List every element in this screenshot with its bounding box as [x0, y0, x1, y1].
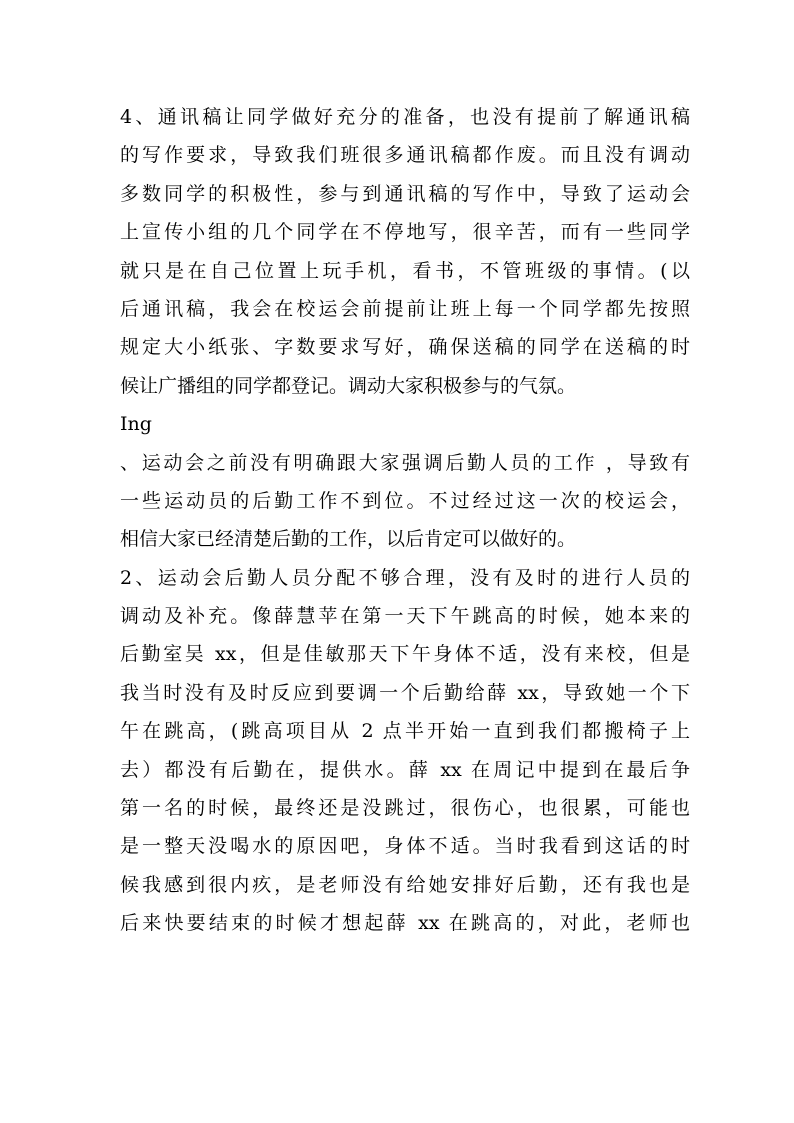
text-line: 候我感到很内疚，是老师没有给她安排好后勤，还有我也是 [120, 873, 690, 896]
text-line: 规定大小纸张、字数要求写好，确保送稿的同学在送稿的时 [120, 336, 690, 359]
text-line: 、运动会之前没有明确跟大家强调后勤人员的工作 ，导致有 [120, 451, 690, 474]
text-line: 候让广播组的同学都登记。调动大家积极参与的气氛。 [120, 374, 577, 397]
text-line: 后勤室吴 xx，但是佳敏那天下午身体不适，没有来校，但是 [120, 643, 690, 666]
text-line: 调动及补充。像薛慧苹在第一天下午跳高的时候，她本来的 [120, 605, 690, 628]
text-line: 相信大家已经清楚后勤的工作，以后肯定可以做好的。 [120, 528, 577, 551]
text-line: 多数同学的积极性，参与到通讯稿的写作中，导致了运动会 [120, 182, 690, 205]
text-line: 第一名的时候，最终还是没跳过，很伤心，也很累，可能也 [120, 797, 690, 820]
text-line: 的写作要求，导致我们班很多通讯稿都作废。而且没有调动 [120, 144, 690, 167]
text-line: 一些运动员的后勤工作不到位。不过经过这一次的校运会， [120, 489, 690, 512]
text-line: 上宣传小组的几个同学在不停地写，很辛苦，而有一些同学 [120, 221, 690, 244]
text-line: 后来快要结束的时候才想起薛 xx 在跳高的，对此，老师也 [120, 912, 690, 935]
body-text [120, 98, 690, 943]
text-line: 去）都没有后勤在，提供水。薛 xx 在周记中提到在最后争 [120, 758, 690, 781]
text-line: 是一整天没喝水的原因吧，身体不适。当时我看到这话的时 [120, 835, 690, 858]
text-line: 2、运动会后勤人员分配不够合理，没有及时的进行人员的 [120, 566, 690, 589]
text-line: 我当时没有及时反应到要调一个后勤给薛 xx，导致她一个下 [120, 681, 690, 704]
text-line: 后通讯稿，我会在校运会前提前让班上每一个同学都先按照 [120, 297, 690, 320]
text-line: 4、通讯稿让同学做好充分的准备，也没有提前了解通讯稿 [120, 106, 690, 128]
text-line: Ing [120, 413, 152, 436]
text-line: 就只是在自己位置上玩手机，看书，不管班级的事情。(以 [120, 259, 690, 282]
text-line: 午在跳高，(跳高项目从 2 点半开始一直到我们都搬椅子上 [120, 720, 690, 743]
